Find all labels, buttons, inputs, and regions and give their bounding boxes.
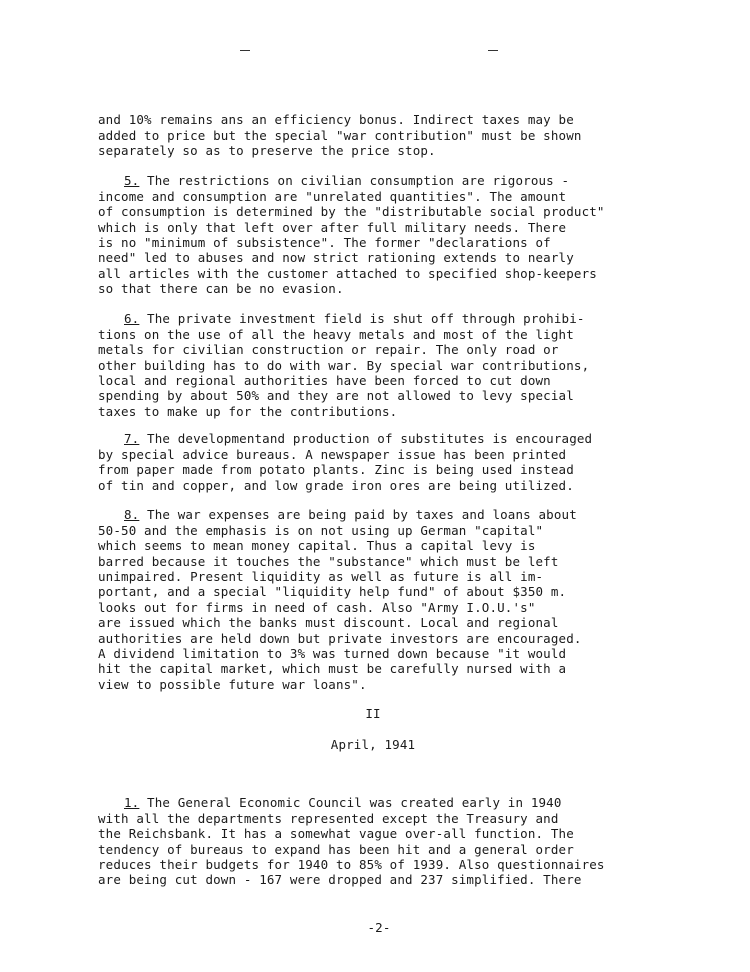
paragraph-text: The General Economic Council was created early in 1940 with all the departments represented except the Treasury and the Reichsbank. It has a somewhat vague over-all function. The tendency of bureaus to expand has been hit and a general order reduces their budgets for 1940 to 85% of 1939. Also questionnaires are being cut down - 167 were dropped and 237 simplified. There xyxy=(98,795,605,888)
paragraph-continuation xyxy=(98,97,668,159)
paragraph-text: The developmentand production of substitutes is encouraged by special advice bureaus. A newspaper issue has been printed from paper made from potato plants. Zinc is being used instead of tin and copper, and low grade iron ores are being utilized. xyxy=(98,431,593,493)
paragraph-number: 1. xyxy=(124,795,140,811)
paragraph-number: 5. xyxy=(124,173,140,189)
paragraph-8 xyxy=(98,492,668,692)
paragraph-5 xyxy=(98,158,668,297)
paragraph-7 xyxy=(98,416,668,493)
paragraph-number: 7. xyxy=(124,431,140,447)
header-mark-right xyxy=(488,50,498,51)
paragraph-number: 8. xyxy=(124,507,140,523)
page-number: -2- xyxy=(367,920,391,935)
paragraph-6 xyxy=(98,296,668,419)
section-numeral: II xyxy=(365,706,381,721)
paragraph-text: The private investment field is shut off through prohibi- tions on the use of all the heavy metals and most of the light metals for civilian construction or repair. The only road or other building has to do with war. By special war contributions, local and regional authorities have been forced to cut down spending by about 50% and they are not allowed to levy special taxes to make up for the contributions. xyxy=(98,311,590,419)
section-date: April, 1941 xyxy=(330,737,416,752)
paragraph-number: 6. xyxy=(124,311,140,327)
header-mark-left xyxy=(240,50,250,51)
paragraph-text: The restrictions on civilian consumption are rigorous - income and consumption are "unrelated quantities". The amount of consumption is determined by the "distributable social product" which is only that left over after full military needs. There is no "minimum of subsistence". The former "declarations of need" led to abuses and now strict rationing extends to nearly all articles with the customer attached to specified shop-keepers so that there can be no evasion. xyxy=(98,173,605,297)
paragraph-text: The war expenses are being paid by taxes and loans about 50-50 and the emphasis is on not using up German "capital" which seems to mean money capital. Thus a capital levy is barred because it touches the "substance" which must be left unimpaired. Present liquidity as well as future is all im- portant, and a special "liquidity help fund" of about $350 m. looks out for firms in need of cash. Also "Army I.O.U.'s" are issued which the banks must discount. Local and regional authorities are held down but private investors are encouraged. A dividend limitation to 3% was turned down because "it would hit the capital market, which must be carefully nursed with a view to possible future war loans". xyxy=(98,507,582,692)
paragraph-text: and 10% remains ans an efficiency bonus. Indirect taxes may be added to price but the special "war contribution" must be shown separately so as to preserve the price stop. xyxy=(98,112,582,159)
paragraph-1 xyxy=(98,780,668,888)
